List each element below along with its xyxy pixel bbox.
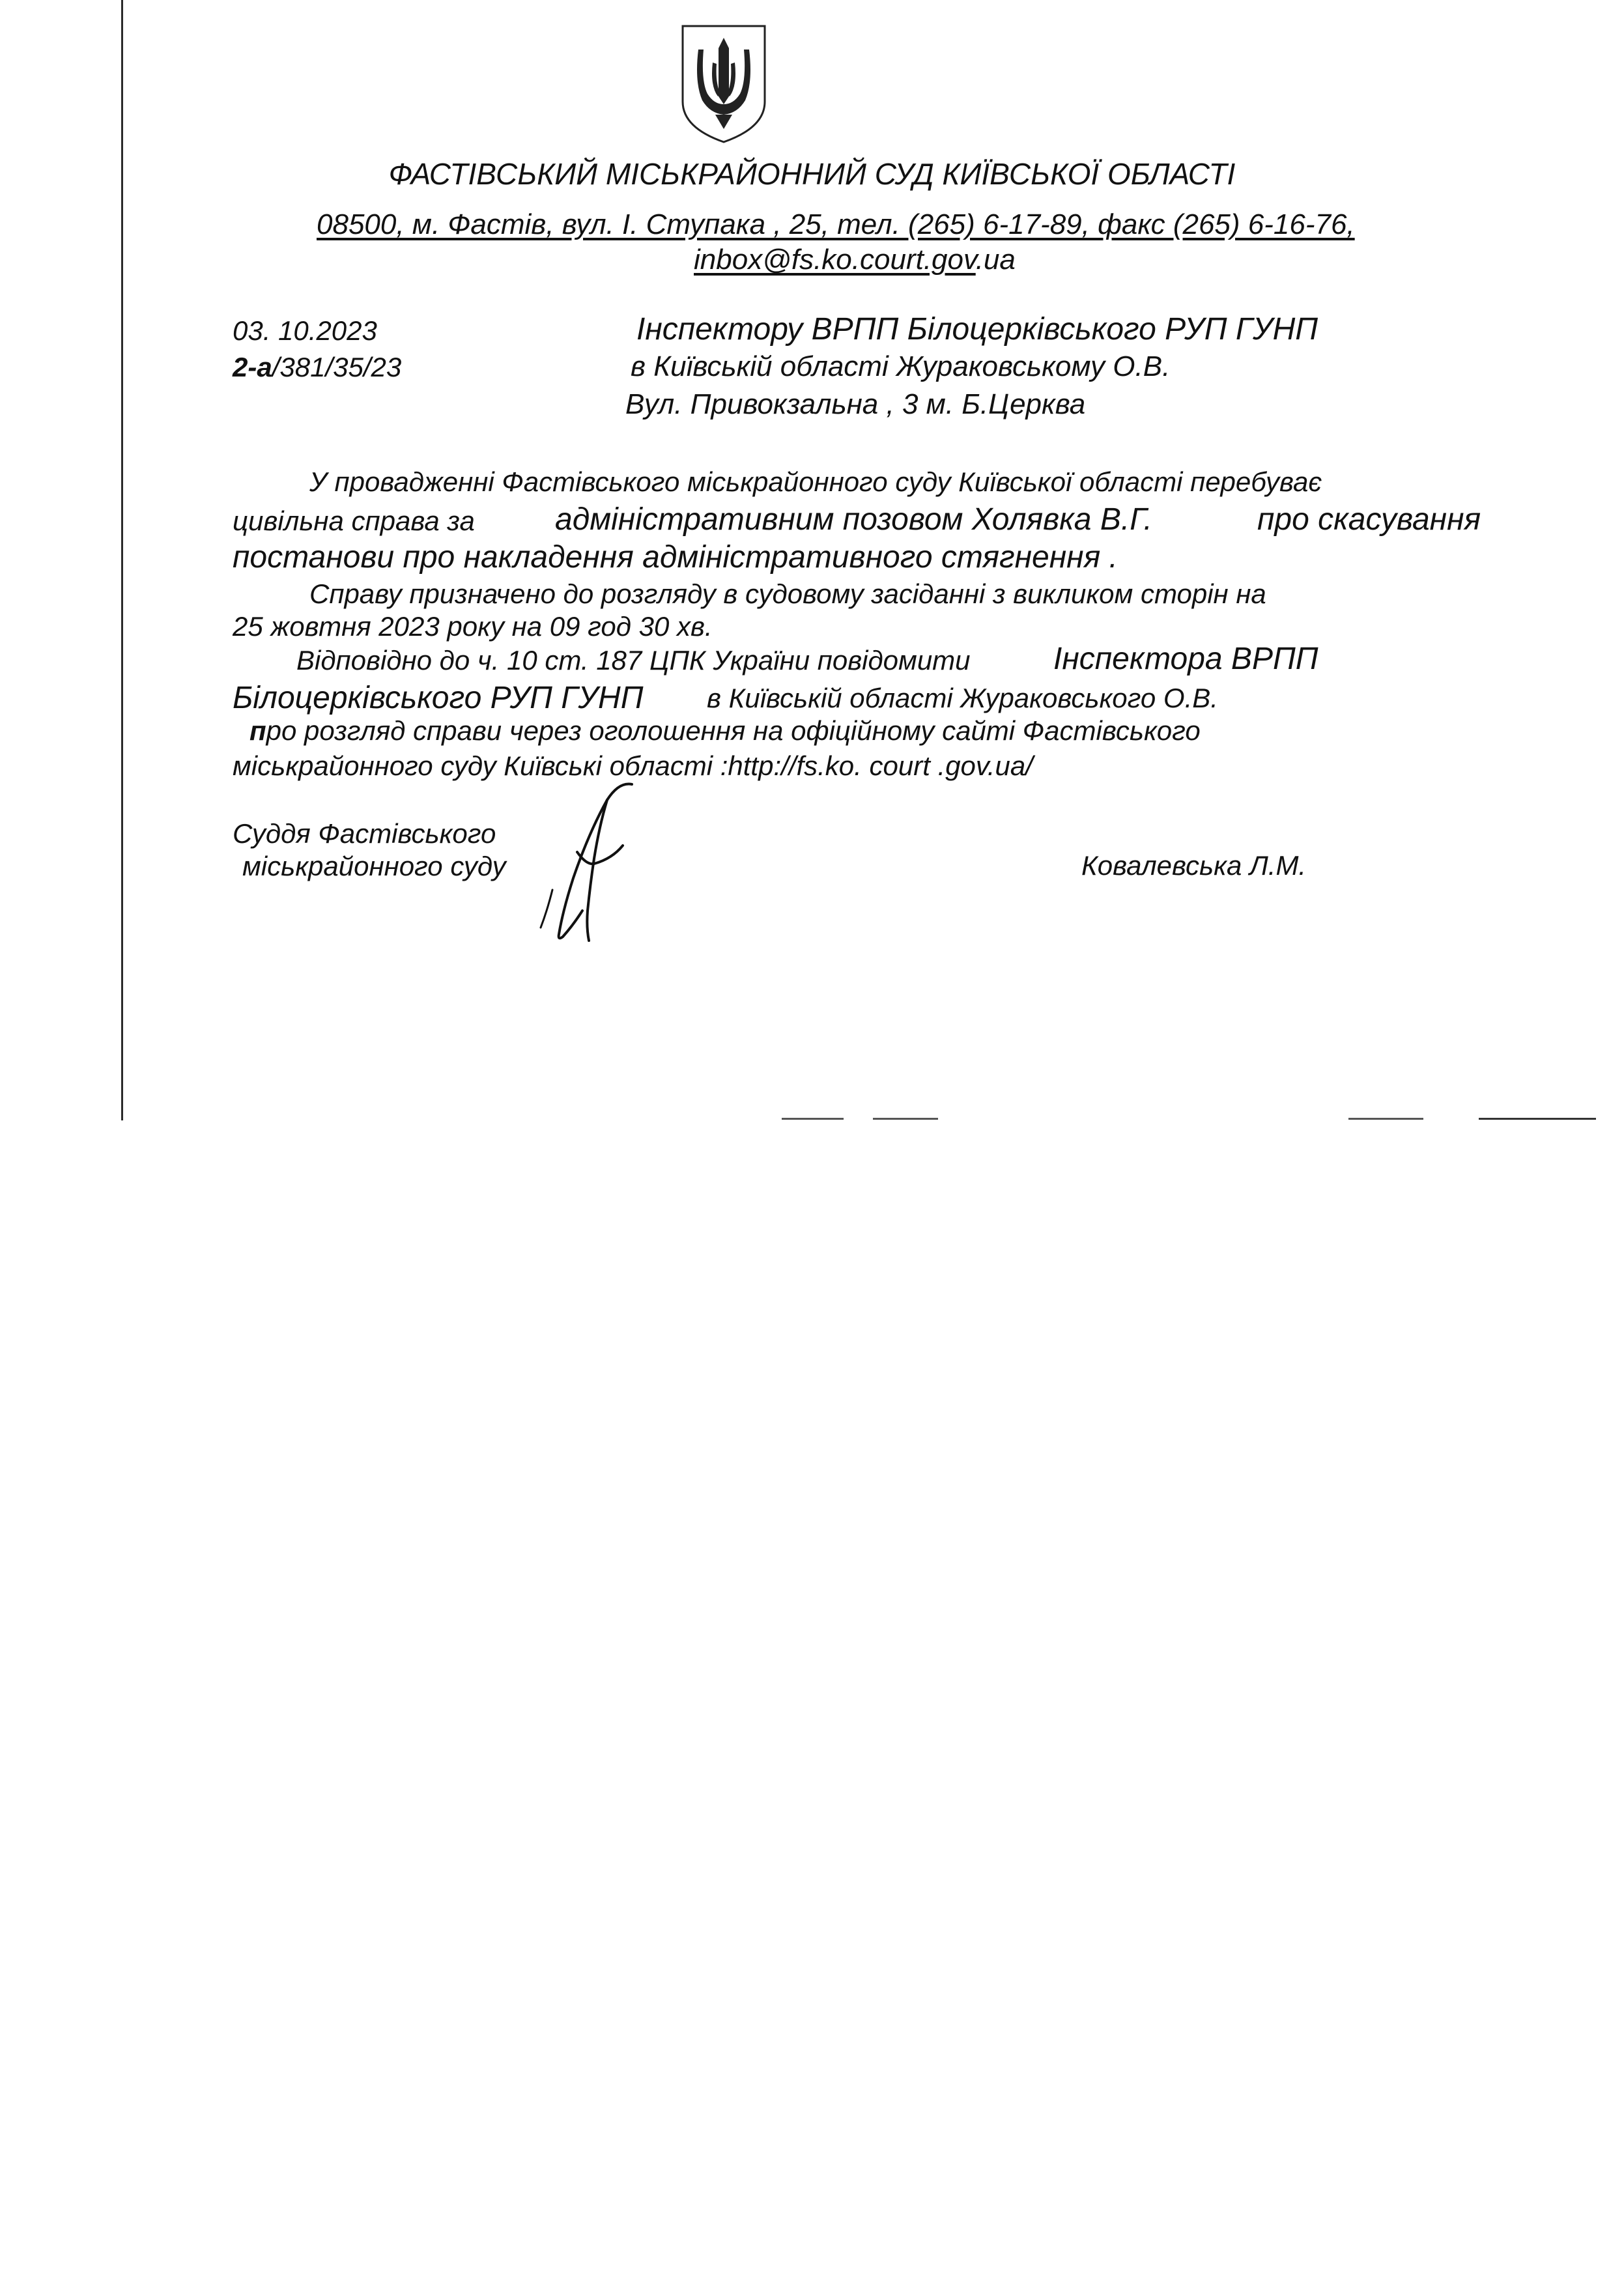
body-line-8 [249,715,1201,747]
body-line-8-first-letter: п [249,715,266,746]
ukraine-trident-icon [679,23,769,145]
court-contacts: 08500, м. Фастів, вул. І. Ступака , 25, тел. (265) 6-17-89, факс (265) 6-16-76, [317,208,1355,240]
body-line-7a: Білоцерківського РУП ГУНП [233,681,644,715]
case-rest: /381/35/23 [272,352,402,382]
judge-name: Ковалевська Л.М. [1081,850,1307,881]
scan-artifact-line [873,1118,938,1120]
body-line-2c: про скасування [1257,502,1481,537]
body-line-5: 25 жовтня 2023 року на 09 год 30 хв. [233,611,713,642]
judge-signature [521,780,638,943]
addressee-line-1: Інспектору ВРПП Білоцерківського РУП ГУНП [636,312,1318,347]
body-line-6a: Відповідно до ч. 10 ст. 187 ЦПК України повідомити [296,645,971,676]
court-name: ФАСТІВСЬКИЙ МІСЬКРАЙОННИЙ СУД КИЇВСЬКОЇ ОБЛАСТІ [388,157,1236,191]
email-address: inbox@fs.ko.court.gov [694,244,976,276]
scan-artifact-line [1348,1118,1423,1120]
case-prefix: 2-а [233,352,272,382]
body-line-9: міськрайонного суду Київські області :http://fs.ko. court .gov.ua/ [233,750,1033,781]
court-email [694,244,1016,276]
body-line-6b: Інспектора ВРПП [1053,642,1318,676]
body-line-7b: в Київській області Жураковського О.В. [707,683,1218,713]
body-line-3: постанови про накладення адміністративного стягнення . [233,540,1118,575]
signature-title-line-2: міськрайонного суду [242,851,506,881]
letter-date: 03. 10.2023 [233,315,377,346]
addressee-line-3: Вул. Привокзальна , 3 м. Б.Церква [625,388,1086,420]
email-domain-suffix: .ua [975,244,1016,276]
body-line-8-rest: ро розгляд справи через оголошення на офіційному сайті Фастівського [266,715,1201,746]
scan-artifact-line [782,1118,844,1120]
body-line-2a: цивільна справа за [233,505,475,536]
addressee-line-2: в Київській області Жураковському О.В. [631,350,1171,382]
body-line-1: У провадженні Фастівського міськрайонного суду Київської області перебуває [309,466,1322,497]
scan-artifact-line [1479,1118,1596,1120]
body-line-2b: адміністративним позовом Холявка В.Г. [555,502,1152,537]
body-line-4: Справу призначено до розгляду в судовому засіданні з викликом сторін на [309,578,1266,609]
signature-title-line-1: Суддя Фастівського [233,818,496,849]
case-number [233,352,401,383]
